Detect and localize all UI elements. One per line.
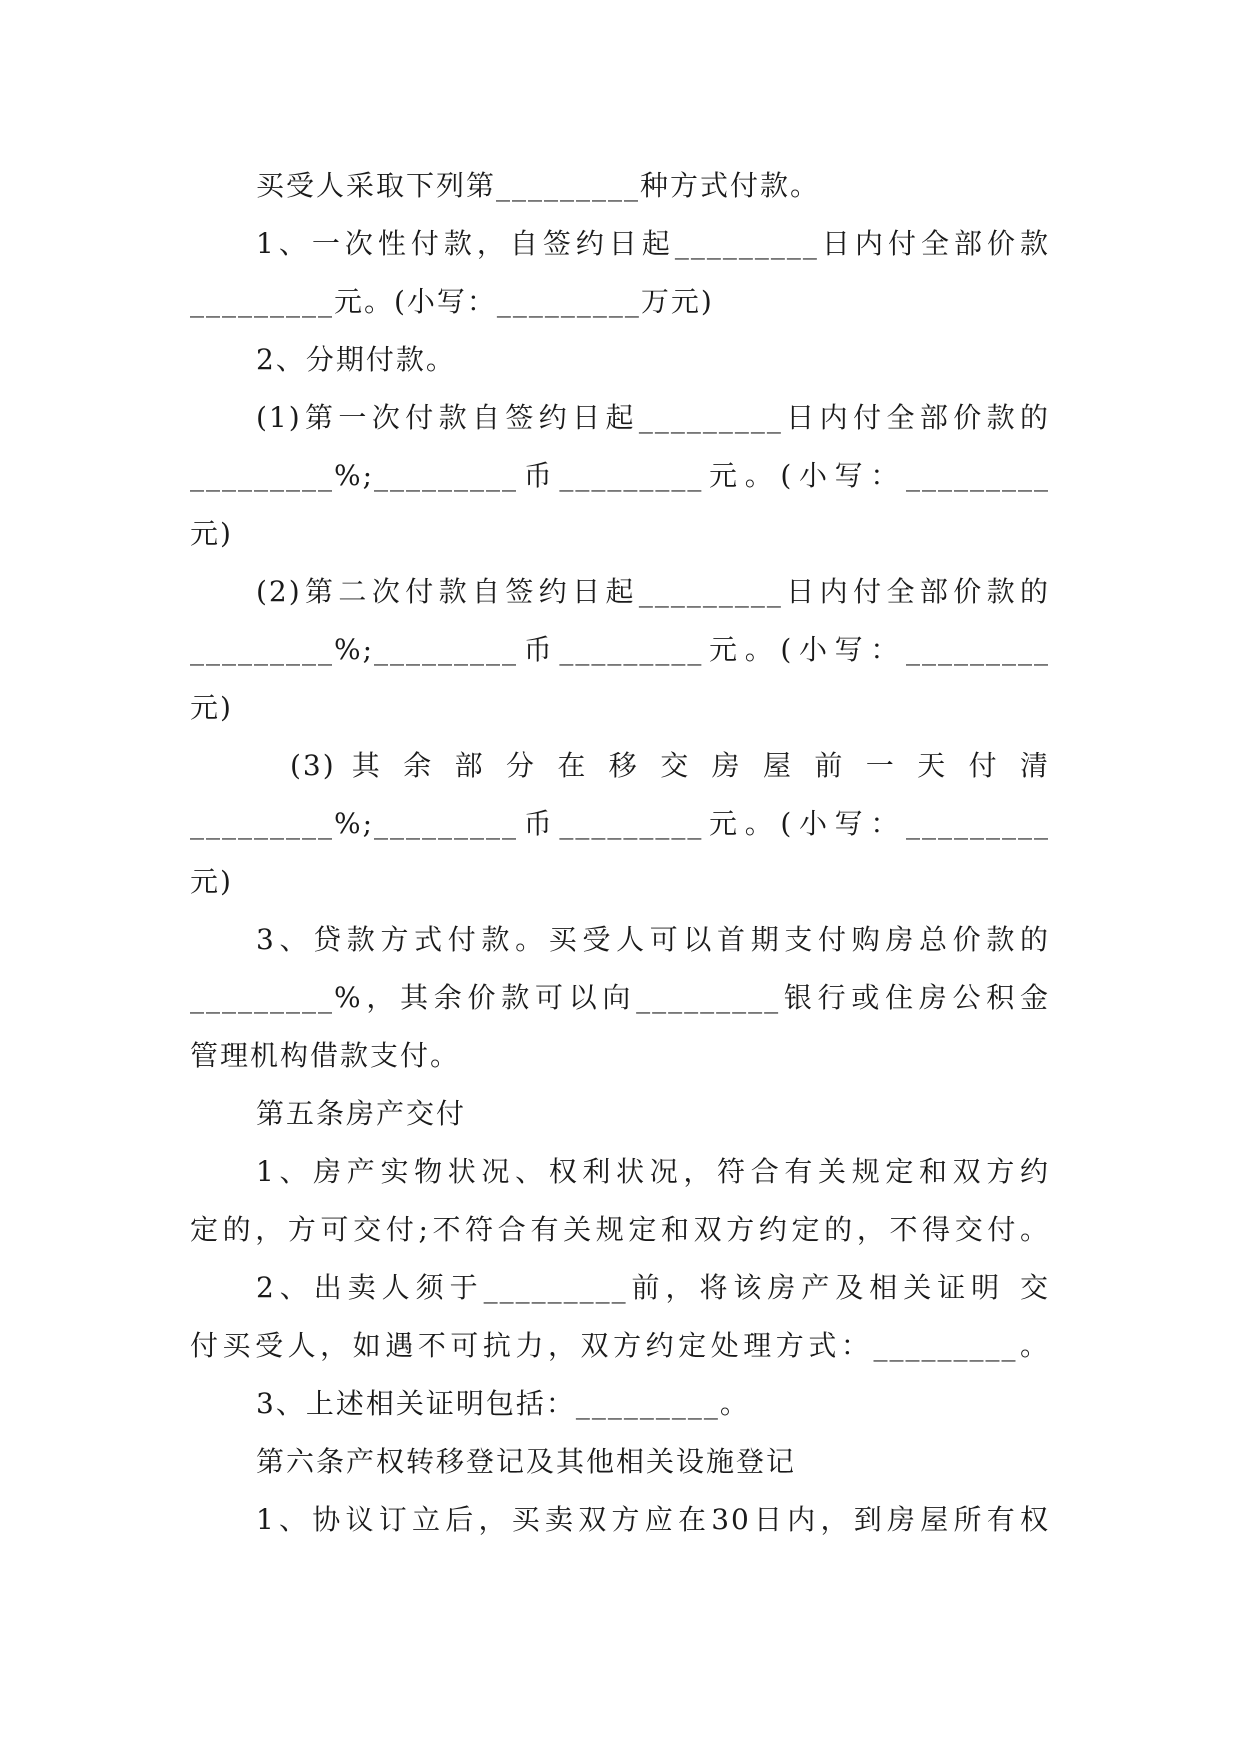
registration-line: 1、协议订立后，买卖双方应在30日内，到房屋所有权 xyxy=(256,1503,1050,1536)
certificates-line: 3、上述相关证明包括：_________。 xyxy=(256,1387,750,1420)
first-installment-line: (1)第一次付款自签约日起_________日内付全部价款的 xyxy=(256,401,1050,434)
article-six-heading: 第六条产权转移登记及其他相关设施登记 xyxy=(256,1445,797,1478)
loan-payment-line: 3、贷款方式付款。买受人可以首期支付购房总价款的 xyxy=(256,923,1050,956)
lump-sum-amount-line: _________元。(小写：_________万元) xyxy=(190,285,714,318)
second-installment-unit-line: 元) xyxy=(190,691,233,724)
loan-institution-line: 管理机构借款支付。 xyxy=(190,1039,461,1072)
article-five-heading: 第五条房产交付 xyxy=(256,1097,467,1130)
delivery-condition-cont-line: 定的，方可交付;不符合有关规定和双方约定的，不得交付。 xyxy=(190,1213,1050,1246)
remaining-payment-amount-line: _________%;_________币_________元。(小写：_________ xyxy=(190,807,1050,840)
second-installment-amount-line: _________%;_________币_________元。(小写：_________ xyxy=(190,633,1050,666)
payment-method-choice-line: 买受人采取下列第_________种方式付款。 xyxy=(256,169,821,202)
installment-heading-line: 2、分期付款。 xyxy=(256,343,456,376)
force-majeure-line: 付买受人，如遇不可抗力，双方约定处理方式：_________。 xyxy=(190,1329,1050,1362)
second-installment-line: (2)第二次付款自签约日起_________日内付全部价款的 xyxy=(256,575,1050,608)
delivery-condition-line: 1、房产实物状况、权利状况，符合有关规定和双方约 xyxy=(256,1155,1050,1188)
seller-delivery-line: 2、出卖人须于_________前，将该房产及相关证明 交 xyxy=(256,1271,1050,1304)
loan-bank-line: _________%，其余价款可以向_________银行或住房公积金 xyxy=(190,981,1050,1014)
remaining-payment-unit-line: 元) xyxy=(190,865,233,898)
first-installment-unit-line: 元) xyxy=(190,517,233,550)
remaining-payment-line: (3) 其 余 部 分 在 移 交 房 屋 前 一 天 付 清 xyxy=(290,749,1050,782)
first-installment-amount-line: _________%;_________币_________元。(小写：_________ xyxy=(190,459,1050,492)
lump-sum-payment-line: 1、一次性付款，自签约日起_________日内付全部价款 xyxy=(256,227,1050,260)
